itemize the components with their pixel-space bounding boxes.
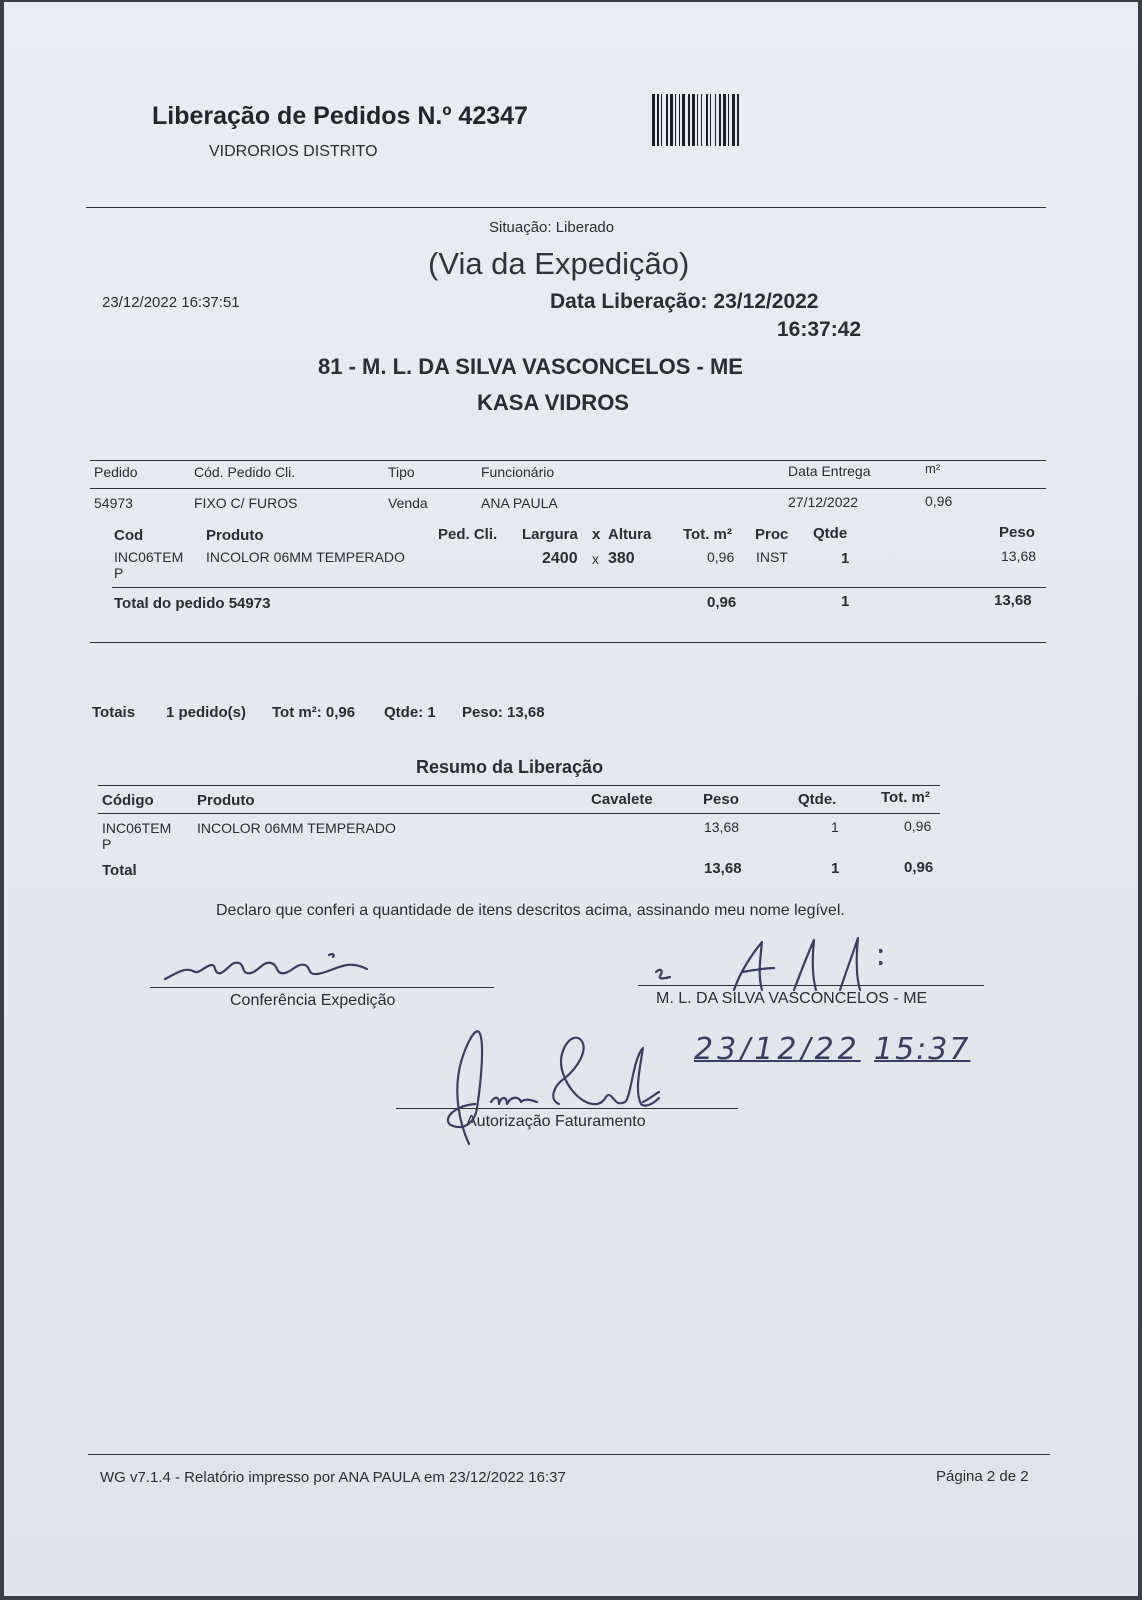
col-pedido: Pedido bbox=[94, 464, 138, 480]
items-total-line bbox=[112, 587, 1046, 588]
order-total-qtde: 1 bbox=[841, 593, 850, 610]
item-cod-line2: P bbox=[114, 565, 124, 581]
summary-total-m2: 0,96 bbox=[904, 859, 934, 876]
summary-total-qtde: 1 bbox=[831, 860, 840, 877]
item-col-qtde: Qtde bbox=[813, 525, 848, 542]
item-altura: 380 bbox=[608, 550, 635, 567]
col-m2: m² bbox=[925, 461, 941, 476]
order-number: 54973 bbox=[94, 495, 133, 511]
item-x: x bbox=[592, 551, 599, 567]
item-col-ped-cli: Ped. Cli. bbox=[438, 526, 498, 543]
summary-col-qtde: Qtde. bbox=[798, 791, 837, 808]
summary-title: Resumo da Liberação bbox=[416, 757, 604, 777]
left-signature-icon bbox=[159, 947, 379, 987]
right-signature-label: M. L. DA SILVA VASCONCELOS - ME bbox=[656, 990, 928, 1007]
summary-tot-m2: 0,96 bbox=[904, 818, 932, 834]
via-title: (Via da Expedição) bbox=[428, 246, 690, 281]
client-name: KASA VIDROS bbox=[477, 390, 629, 415]
document-sheet bbox=[4, 2, 1138, 1596]
order-total-m2: 0,96 bbox=[707, 594, 737, 611]
summary-produto: INCOLOR 06MM TEMPERADO bbox=[197, 820, 396, 836]
footer-report-info: WG v7.1.4 - Relatório impresso por ANA PAULA em 23/12/2022 16:37 bbox=[100, 1469, 566, 1486]
summary-col-peso: Peso bbox=[703, 791, 739, 808]
item-produto: INCOLOR 06MM TEMPERADO bbox=[206, 549, 405, 565]
summary-qtde: 1 bbox=[831, 819, 839, 835]
client-line: 81 - M. L. DA SILVA VASCONCELOS - ME bbox=[318, 354, 743, 379]
summary-col-tot-m2: Tot. m² bbox=[881, 789, 930, 806]
totals-peso: Peso: 13,68 bbox=[462, 704, 545, 721]
bottom-signature-icon bbox=[429, 1022, 679, 1152]
handwritten-date: 23/12/22 bbox=[694, 1032, 861, 1067]
col-cod-pedido-cli: Cód. Pedido Cli. bbox=[194, 464, 296, 480]
item-tot-m2: 0,96 bbox=[707, 549, 735, 565]
item-qtde: 1 bbox=[841, 550, 850, 567]
item-col-peso: Peso bbox=[999, 524, 1035, 541]
item-col-proc: Proc bbox=[755, 526, 789, 543]
bottom-signature-label: Autorização Faturamento bbox=[466, 1113, 646, 1130]
col-funcionario: Funcionário bbox=[481, 464, 555, 480]
item-col-produto: Produto bbox=[206, 527, 264, 544]
summary-top-line bbox=[98, 785, 940, 786]
summary-codigo-line1: INC06TEM bbox=[102, 820, 172, 836]
summary-header-line bbox=[98, 813, 940, 814]
summary-col-cavalete: Cavalete bbox=[591, 791, 653, 808]
col-data-entrega: Data Entrega bbox=[788, 463, 871, 479]
item-col-x: x bbox=[592, 526, 601, 543]
order-total-peso: 13,68 bbox=[994, 592, 1032, 609]
item-peso: 13,68 bbox=[1001, 548, 1037, 564]
company-name: VIDRORIOS DISTRITO bbox=[209, 143, 378, 160]
release-date: Data Liberação: 23/12/2022 bbox=[550, 290, 819, 313]
summary-col-produto: Produto bbox=[197, 792, 255, 809]
left-signature-line bbox=[150, 987, 494, 988]
item-col-cod: Cod bbox=[114, 527, 144, 544]
summary-col-codigo: Código bbox=[102, 792, 154, 809]
order-client-code: FIXO C/ FUROS bbox=[194, 495, 298, 511]
order-table-header-line bbox=[90, 488, 1046, 489]
summary-total-label: Total bbox=[102, 862, 137, 879]
status-text: Situação: Liberado bbox=[489, 219, 615, 236]
summary-peso: 13,68 bbox=[704, 819, 740, 835]
barcode bbox=[652, 94, 824, 146]
item-proc: INST bbox=[756, 549, 788, 565]
right-signature-icon bbox=[644, 932, 904, 997]
item-largura: 2400 bbox=[542, 550, 578, 567]
handwritten-time: 15:37 bbox=[874, 1032, 971, 1067]
header-divider bbox=[86, 207, 1046, 208]
summary-total-peso: 13,68 bbox=[704, 860, 742, 877]
totals-m2: Tot m²: 0,96 bbox=[272, 704, 356, 721]
totals-label: Totais bbox=[92, 704, 136, 721]
release-time: 16:37:42 bbox=[777, 318, 862, 341]
item-col-tot-m2: Tot. m² bbox=[683, 526, 732, 543]
left-signature-label: Conferência Expedição bbox=[230, 992, 396, 1009]
order-table-top bbox=[90, 460, 1046, 461]
order-section-bottom bbox=[90, 642, 1046, 643]
order-total-label: Total do pedido 54973 bbox=[114, 595, 271, 612]
order-m2: 0,96 bbox=[925, 493, 953, 509]
totals-pedidos: 1 pedido(s) bbox=[166, 704, 247, 721]
summary-codigo-line2: P bbox=[102, 836, 112, 852]
order-employee: ANA PAULA bbox=[481, 495, 558, 511]
order-delivery-date: 27/12/2022 bbox=[788, 494, 859, 510]
footer-divider bbox=[88, 1454, 1050, 1455]
document-title: Liberação de Pedidos N.º 42347 bbox=[152, 102, 528, 130]
totals-qtde: Qtde: 1 bbox=[384, 704, 436, 721]
item-cod-line1: INC06TEM bbox=[114, 549, 184, 565]
item-col-altura: Altura bbox=[608, 526, 652, 543]
declaration-text: Declaro que conferi a quantidade de itens descritos acima, assinando meu nome legível. bbox=[216, 902, 845, 919]
footer-page-number: Página 2 de 2 bbox=[936, 1468, 1029, 1485]
order-type: Venda bbox=[388, 495, 428, 511]
printed-at: 23/12/2022 16:37:51 bbox=[102, 294, 240, 311]
item-col-largura: Largura bbox=[522, 526, 578, 543]
col-tipo: Tipo bbox=[388, 464, 415, 480]
